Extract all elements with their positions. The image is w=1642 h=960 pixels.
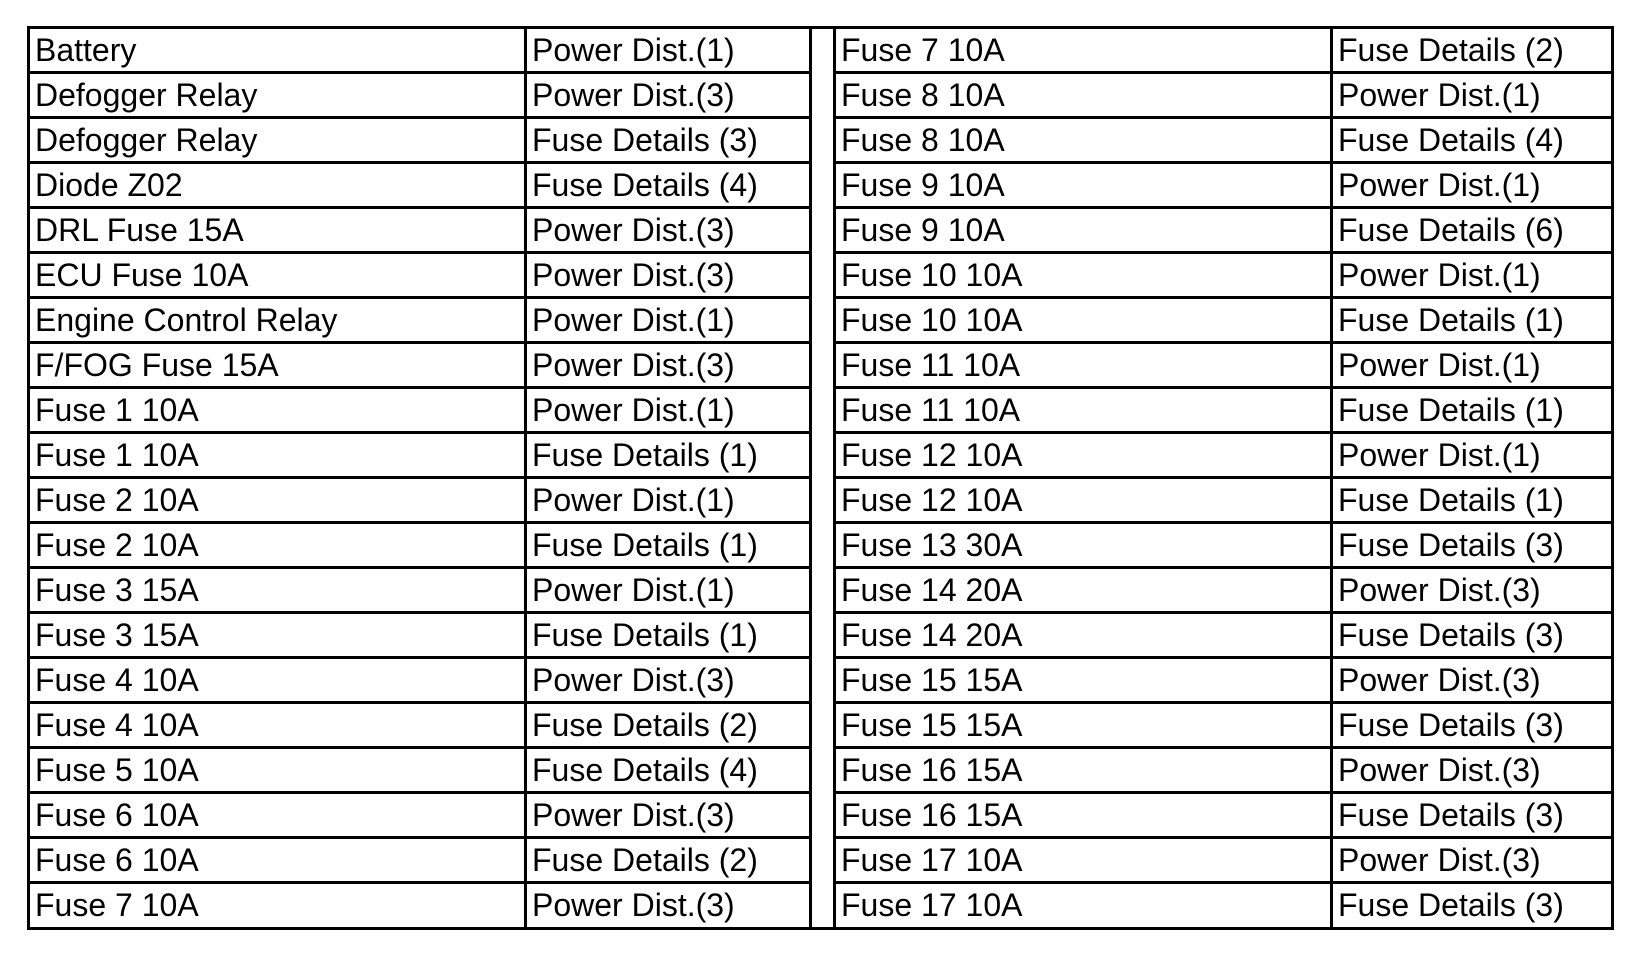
component-name-cell: Fuse 6 10A bbox=[30, 794, 527, 839]
page-reference-cell: Fuse Details (1) bbox=[1333, 389, 1614, 434]
component-name-cell: Fuse 8 10A bbox=[836, 74, 1333, 119]
page-reference-cell: Power Dist.(1) bbox=[527, 299, 809, 344]
component-name-cell: Fuse 1 10A bbox=[30, 389, 527, 434]
component-name-cell: Diode Z02 bbox=[30, 164, 527, 209]
page-reference-cell: Power Dist.(3) bbox=[1333, 659, 1614, 704]
component-name-cell: Fuse 16 15A bbox=[836, 749, 1333, 794]
component-name-cell: Fuse 7 10A bbox=[30, 884, 527, 929]
page-reference-cell: Power Dist.(3) bbox=[527, 254, 809, 299]
component-name-cell: Fuse 3 15A bbox=[30, 614, 527, 659]
page-reference-cell: Fuse Details (3) bbox=[1333, 614, 1614, 659]
component-name-cell: Defogger Relay bbox=[30, 74, 527, 119]
component-name-cell: Fuse 17 10A bbox=[836, 884, 1333, 929]
page-reference-cell: Fuse Details (2) bbox=[1333, 29, 1614, 74]
page-reference-cell: Fuse Details (3) bbox=[1333, 524, 1614, 569]
page-reference-cell: Power Dist.(1) bbox=[1333, 164, 1614, 209]
page-reference-cell: Fuse Details (3) bbox=[1338, 887, 1564, 923]
component-name-cell: Fuse 5 10A bbox=[30, 749, 527, 794]
page-reference-cell: Power Dist.(1) bbox=[527, 389, 809, 434]
component-name-cell: Fuse 4 10A bbox=[30, 659, 527, 704]
component-name-cell: Fuse 1 10A bbox=[30, 434, 527, 479]
component-name-cell: Defogger Relay bbox=[30, 119, 527, 164]
component-name-cell: Fuse 3 15A bbox=[30, 569, 527, 614]
page-reference-cell: Power Dist.(3) bbox=[1333, 839, 1614, 884]
component-name-cell: Fuse 15 15A bbox=[836, 704, 1333, 749]
page-reference-cell: Power Dist.(1) bbox=[527, 479, 809, 524]
left-column-block bbox=[30, 29, 809, 927]
component-name-cell: Fuse 13 30A bbox=[836, 524, 1333, 569]
component-name-cell: Fuse 9 10A bbox=[836, 209, 1333, 254]
page-reference-cell: Power Dist.(1) bbox=[527, 569, 809, 614]
component-name-cell: Fuse 10 10A bbox=[836, 299, 1333, 344]
page-reference-cell: Fuse Details (4) bbox=[527, 749, 809, 794]
component-name-cell: Fuse 10 10A bbox=[836, 254, 1333, 299]
page-reference-cell: Fuse Details (1) bbox=[1333, 299, 1614, 344]
component-name-cell: Fuse 17 10A bbox=[836, 839, 1333, 884]
page-reference-cell: Fuse Details (1) bbox=[527, 434, 809, 479]
component-name-cell: Fuse 2 10A bbox=[30, 524, 527, 569]
component-name-cell: Fuse 14 20A bbox=[836, 614, 1333, 659]
column-divider bbox=[809, 29, 836, 927]
page-reference-cell: Fuse Details (1) bbox=[527, 614, 809, 659]
page-reference-cell: Fuse Details (2) bbox=[527, 839, 809, 884]
component-name-cell: Fuse 11 10A bbox=[836, 344, 1333, 389]
page-reference-cell: Power Dist.(1) bbox=[1333, 254, 1614, 299]
component-name-cell: F/FOG Fuse 15A bbox=[30, 344, 527, 389]
page-reference-cell: Fuse Details (1) bbox=[527, 524, 809, 569]
component-name-cell: Fuse 6 10A bbox=[30, 839, 527, 884]
page-reference-cell: Power Dist.(3) bbox=[1333, 569, 1614, 614]
page-reference-cell: Fuse Details (3) bbox=[527, 119, 809, 164]
component-name-cell: DRL Fuse 15A bbox=[30, 209, 527, 254]
component-name-cell: Fuse 2 10A bbox=[30, 479, 527, 524]
page-reference-cell: Power Dist.(3) bbox=[527, 344, 809, 389]
component-name-cell: Fuse 16 15A bbox=[836, 794, 1333, 839]
page-reference-cell: Power Dist.(3) bbox=[527, 659, 809, 704]
component-name-cell: ECU Fuse 10A bbox=[30, 254, 527, 299]
component-name-cell: Fuse 4 10A bbox=[30, 704, 527, 749]
page-reference-cell: Fuse Details (2) bbox=[527, 704, 809, 749]
component-name-cell: Engine Control Relay bbox=[30, 299, 527, 344]
component-name-cell: Fuse 11 10A bbox=[836, 389, 1333, 434]
page-reference-cell: Power Dist.(3) bbox=[532, 887, 735, 923]
right-column-block bbox=[836, 29, 1614, 927]
page-reference-cell: Power Dist.(1) bbox=[527, 29, 809, 74]
page-reference-cell: Fuse Details (3) bbox=[1333, 704, 1614, 749]
page-reference-cell: Power Dist.(1) bbox=[1333, 74, 1614, 119]
page-reference-cell: Power Dist.(3) bbox=[1333, 749, 1614, 794]
page-reference-cell: Fuse Details (6) bbox=[1333, 209, 1614, 254]
component-name-cell: Fuse 9 10A bbox=[836, 164, 1333, 209]
component-name-cell: Fuse 12 10A bbox=[836, 479, 1333, 524]
component-name-cell: Fuse 15 15A bbox=[836, 659, 1333, 704]
page-reference-cell: Power Dist.(3) bbox=[527, 74, 809, 119]
page-reference-cell: Fuse Details (3) bbox=[1333, 794, 1614, 839]
component-name-cell: Fuse 14 20A bbox=[836, 569, 1333, 614]
page-reference-cell: Fuse Details (1) bbox=[1333, 479, 1614, 524]
component-index-table bbox=[27, 26, 1614, 930]
component-name-cell: Fuse 12 10A bbox=[836, 434, 1333, 479]
page-reference-cell: Fuse Details (4) bbox=[527, 164, 809, 209]
component-name-cell: Fuse 8 10A bbox=[836, 119, 1333, 164]
component-name-cell: Fuse 7 10A bbox=[836, 29, 1333, 74]
component-name-cell: Battery bbox=[30, 29, 527, 74]
page-reference-cell: Power Dist.(3) bbox=[527, 209, 809, 254]
page-reference-cell: Power Dist.(1) bbox=[1333, 344, 1614, 389]
page-reference-cell: Power Dist.(1) bbox=[1333, 434, 1614, 479]
page-reference-cell: Power Dist.(3) bbox=[527, 794, 809, 839]
page-reference-cell: Fuse Details (4) bbox=[1333, 119, 1614, 164]
